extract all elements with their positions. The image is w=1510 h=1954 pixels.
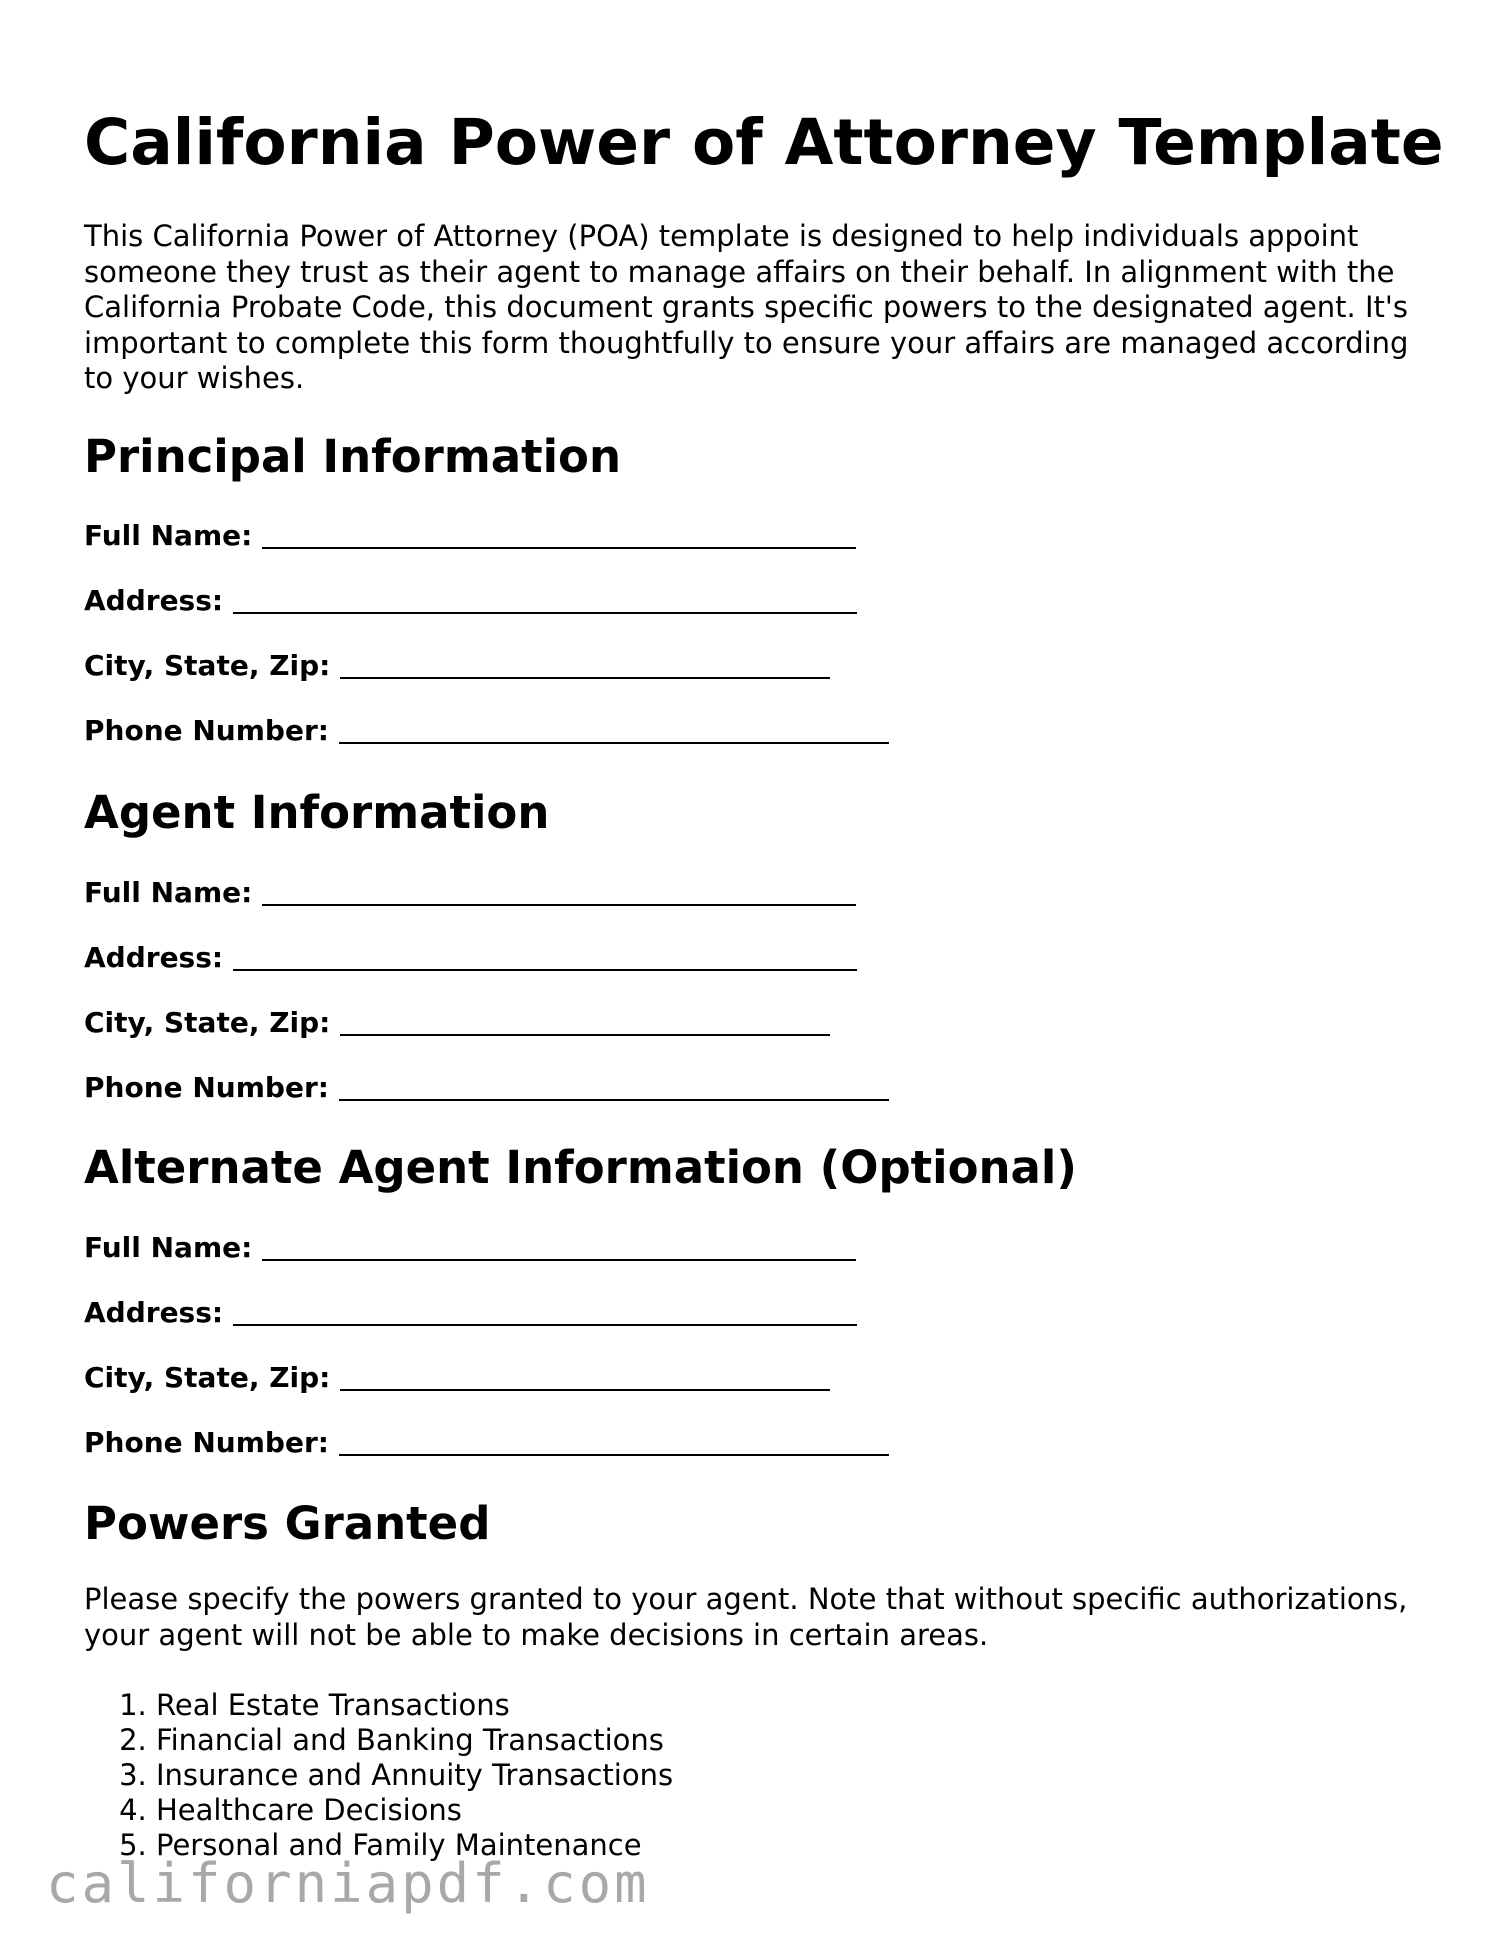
list-item: 5. Personal and Family Maintenance <box>156 1828 673 1863</box>
principal-city-state-zip-blank[interactable] <box>340 677 830 679</box>
powers-note: Please specify the powers granted to your agent. Note that without specific authorizations, your agent will not be able to make decisions in certain areas. <box>84 1582 1408 1652</box>
list-item: 2. Financial and Banking Transactions <box>156 1723 673 1758</box>
agent-phone-label: Phone Number: <box>84 1071 329 1104</box>
principal-address-label: Address: <box>84 584 224 617</box>
principal-heading: Principal Information <box>84 430 622 483</box>
list-item: 3. Insurance and Annuity Transactions <box>156 1758 673 1793</box>
agent-full-name-label: Full Name: <box>84 876 253 909</box>
agent-full-name-blank[interactable] <box>262 904 856 906</box>
alternate-city-state-zip-blank[interactable] <box>340 1389 830 1391</box>
list-item: 1. Real Estate Transactions <box>156 1688 673 1723</box>
principal-phone-label: Phone Number: <box>84 714 329 747</box>
principal-phone-field[interactable] <box>84 713 889 749</box>
page-title: California Power of Attorney Template <box>84 106 1444 179</box>
alternate-phone-field[interactable] <box>84 1425 889 1461</box>
principal-phone-blank[interactable] <box>339 742 889 744</box>
alternate-phone-blank[interactable] <box>339 1454 889 1456</box>
agent-city-state-zip-label: City, State, Zip: <box>84 1006 331 1039</box>
agent-city-state-zip-blank[interactable] <box>340 1034 830 1036</box>
alternate-address-label: Address: <box>84 1296 224 1329</box>
alternate-full-name-blank[interactable] <box>262 1259 856 1261</box>
principal-address-field[interactable] <box>84 583 857 619</box>
alternate-full-name-label: Full Name: <box>84 1231 253 1264</box>
agent-address-field[interactable] <box>84 940 857 976</box>
powers-heading: Powers Granted <box>84 1497 491 1550</box>
powers-list <box>84 1688 673 1863</box>
agent-phone-field[interactable] <box>84 1070 889 1106</box>
agent-address-label: Address: <box>84 941 224 974</box>
principal-full-name-label: Full Name: <box>84 519 253 552</box>
principal-full-name-field[interactable] <box>84 518 856 554</box>
watermark: californiapdf.com <box>46 1852 650 1915</box>
agent-heading: Agent Information <box>84 786 550 839</box>
alternate-address-field[interactable] <box>84 1295 857 1331</box>
agent-full-name-field[interactable] <box>84 875 856 911</box>
principal-address-blank[interactable] <box>233 612 857 614</box>
principal-full-name-blank[interactable] <box>262 547 856 549</box>
agent-address-blank[interactable] <box>233 969 857 971</box>
agent-city-state-zip-field[interactable] <box>84 1005 830 1041</box>
alternate-address-blank[interactable] <box>233 1324 857 1326</box>
principal-city-state-zip-label: City, State, Zip: <box>84 649 331 682</box>
list-item: 4. Healthcare Decisions <box>156 1793 673 1828</box>
alternate-full-name-field[interactable] <box>84 1230 856 1266</box>
alternate-agent-heading: Alternate Agent Information (Optional) <box>84 1141 1077 1194</box>
agent-phone-blank[interactable] <box>339 1099 889 1101</box>
alternate-city-state-zip-label: City, State, Zip: <box>84 1361 331 1394</box>
alternate-city-state-zip-field[interactable] <box>84 1360 830 1396</box>
intro-paragraph: This California Power of Attorney (POA) template is designed to help individuals appoint someone they trust as their agent to manage affairs on their behalf. In alignment with the California Probate Code, this document grants specific powers to the designated agent. It's important to complete this form thoughtfully to ensure your affairs are managed according to your wishes. <box>84 219 1409 395</box>
principal-city-state-zip-field[interactable] <box>84 648 830 684</box>
alternate-phone-label: Phone Number: <box>84 1426 329 1459</box>
